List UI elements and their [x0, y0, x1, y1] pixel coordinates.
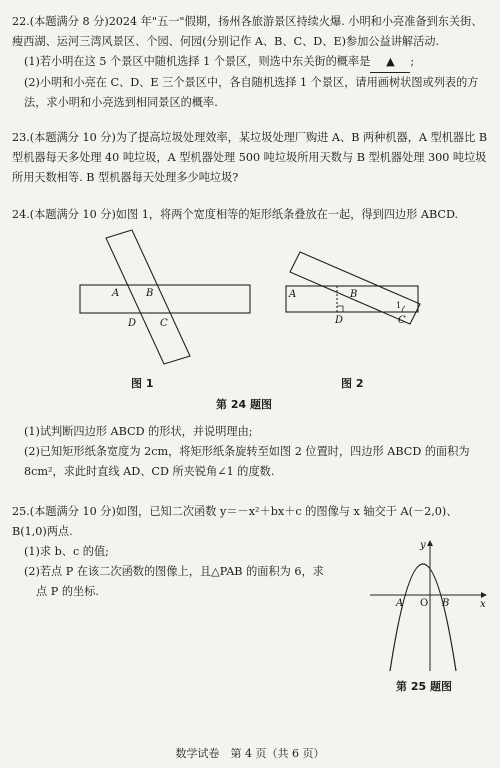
q25-part2-continued: 点 P 的坐标.	[36, 585, 99, 598]
fig25-label-o: O	[420, 598, 429, 609]
angle-1-arc	[402, 306, 405, 312]
q25-figure	[368, 535, 492, 675]
q22-part1	[12, 52, 490, 73]
q24-part2: (2)已知矩形纸条宽度为 2cm，将矩形纸条旋转至如图 2 位置时，四边形 ABCD 的面积为 8cm²，求此时直线 AD、CD 所夹锐角∠1 的度数.	[24, 445, 470, 478]
q22-stem: 22.(本题满分 8 分)2024 年"五一"假期，扬州各旅游景区持续火爆. 小明和小亮准备到东关街、瘦西湖、运河三湾风景区、个园、何园(分别记作 A、B、C、D、E)参加公益讲解活动.	[12, 15, 483, 48]
fig2-label-b: B	[350, 289, 358, 300]
fig1-label-d: D	[128, 318, 137, 329]
q24-stem: 24.(本题满分 10 分)如图 1，将两个宽度相等的矩形纸条叠放在一起，得到四边形 ABCD.	[12, 208, 459, 221]
q24-fig1-caption: 图 1	[131, 377, 154, 390]
q24-fig2-caption: 图 2	[341, 377, 364, 390]
fig25-label-a: A	[396, 598, 404, 609]
question-22	[12, 12, 490, 113]
q25-part1: (1)求 b、c 的值;	[24, 545, 109, 558]
fig2-label-angle-1: 1	[396, 301, 402, 310]
q22-part1-end: ;	[410, 55, 415, 68]
q24-part1: (1)试判断四边形 ABCD 的形状，并说明理由;	[24, 425, 253, 438]
right-angle-mark	[337, 306, 343, 312]
question-24	[12, 205, 490, 225]
fig2-label-d: D	[335, 315, 344, 326]
fig1-label-a: A	[112, 288, 120, 299]
fig2-label-a: A	[289, 289, 297, 300]
q22-part1-text: (1)若小明在这 5 个景区中随机选择 1 个景区，则选中东关街的概率是	[24, 55, 371, 68]
fig25-label-b: B	[442, 598, 450, 609]
q24-figure-title: 第 24 题图	[216, 398, 272, 411]
fig1-label-b: B	[146, 288, 154, 299]
q23-stem: 23.(本题满分 10 分)为了提高垃圾处理效率，某垃圾处理厂购进 A、B 两种机器，A 型机器比 B 型机器每天多处理 40 吨垃圾，A 型机器处理 500 吨垃圾所用天数与 B 型机器处理 300 吨垃圾所用天数相等. B 型机器每天处理多少吨垃圾?	[12, 131, 488, 184]
question-23	[12, 128, 490, 188]
fig1-label-c: C	[160, 318, 168, 329]
q22-answer-blank: ▲	[370, 52, 410, 73]
page-footer: 数学试卷 第 4 页（共 6 页）	[175, 747, 325, 760]
question-24-parts	[12, 422, 490, 482]
horizontal-strip	[80, 285, 250, 313]
q24-figure-1	[70, 228, 260, 376]
fig25-label-y: y	[420, 540, 426, 551]
q22-part2: (2)小明和小亮在 C、D、E 三个景区中，各自随机选择 1 个景区，请用画树状图或列表的方法，求小明和小亮选到相同景区的概率.	[24, 76, 479, 109]
parabola-curve	[390, 564, 456, 671]
q25-part2: (2)若点 P 在该二次函数的图像上，且△PAB 的面积为 6，求	[24, 565, 324, 578]
fig25-label-x: x	[480, 599, 486, 610]
slanted-strip	[290, 252, 420, 324]
fig2-label-c: C	[398, 315, 406, 326]
q24-figure-2	[280, 242, 430, 342]
q25-stem: 25.(本题满分 10 分)如图，已知二次函数 y＝－x²＋bx＋c 的图像与 x 轴交于 A(－2,0)、B(1,0)两点.	[12, 505, 458, 538]
q25-figure-title: 第 25 题图	[396, 680, 452, 693]
